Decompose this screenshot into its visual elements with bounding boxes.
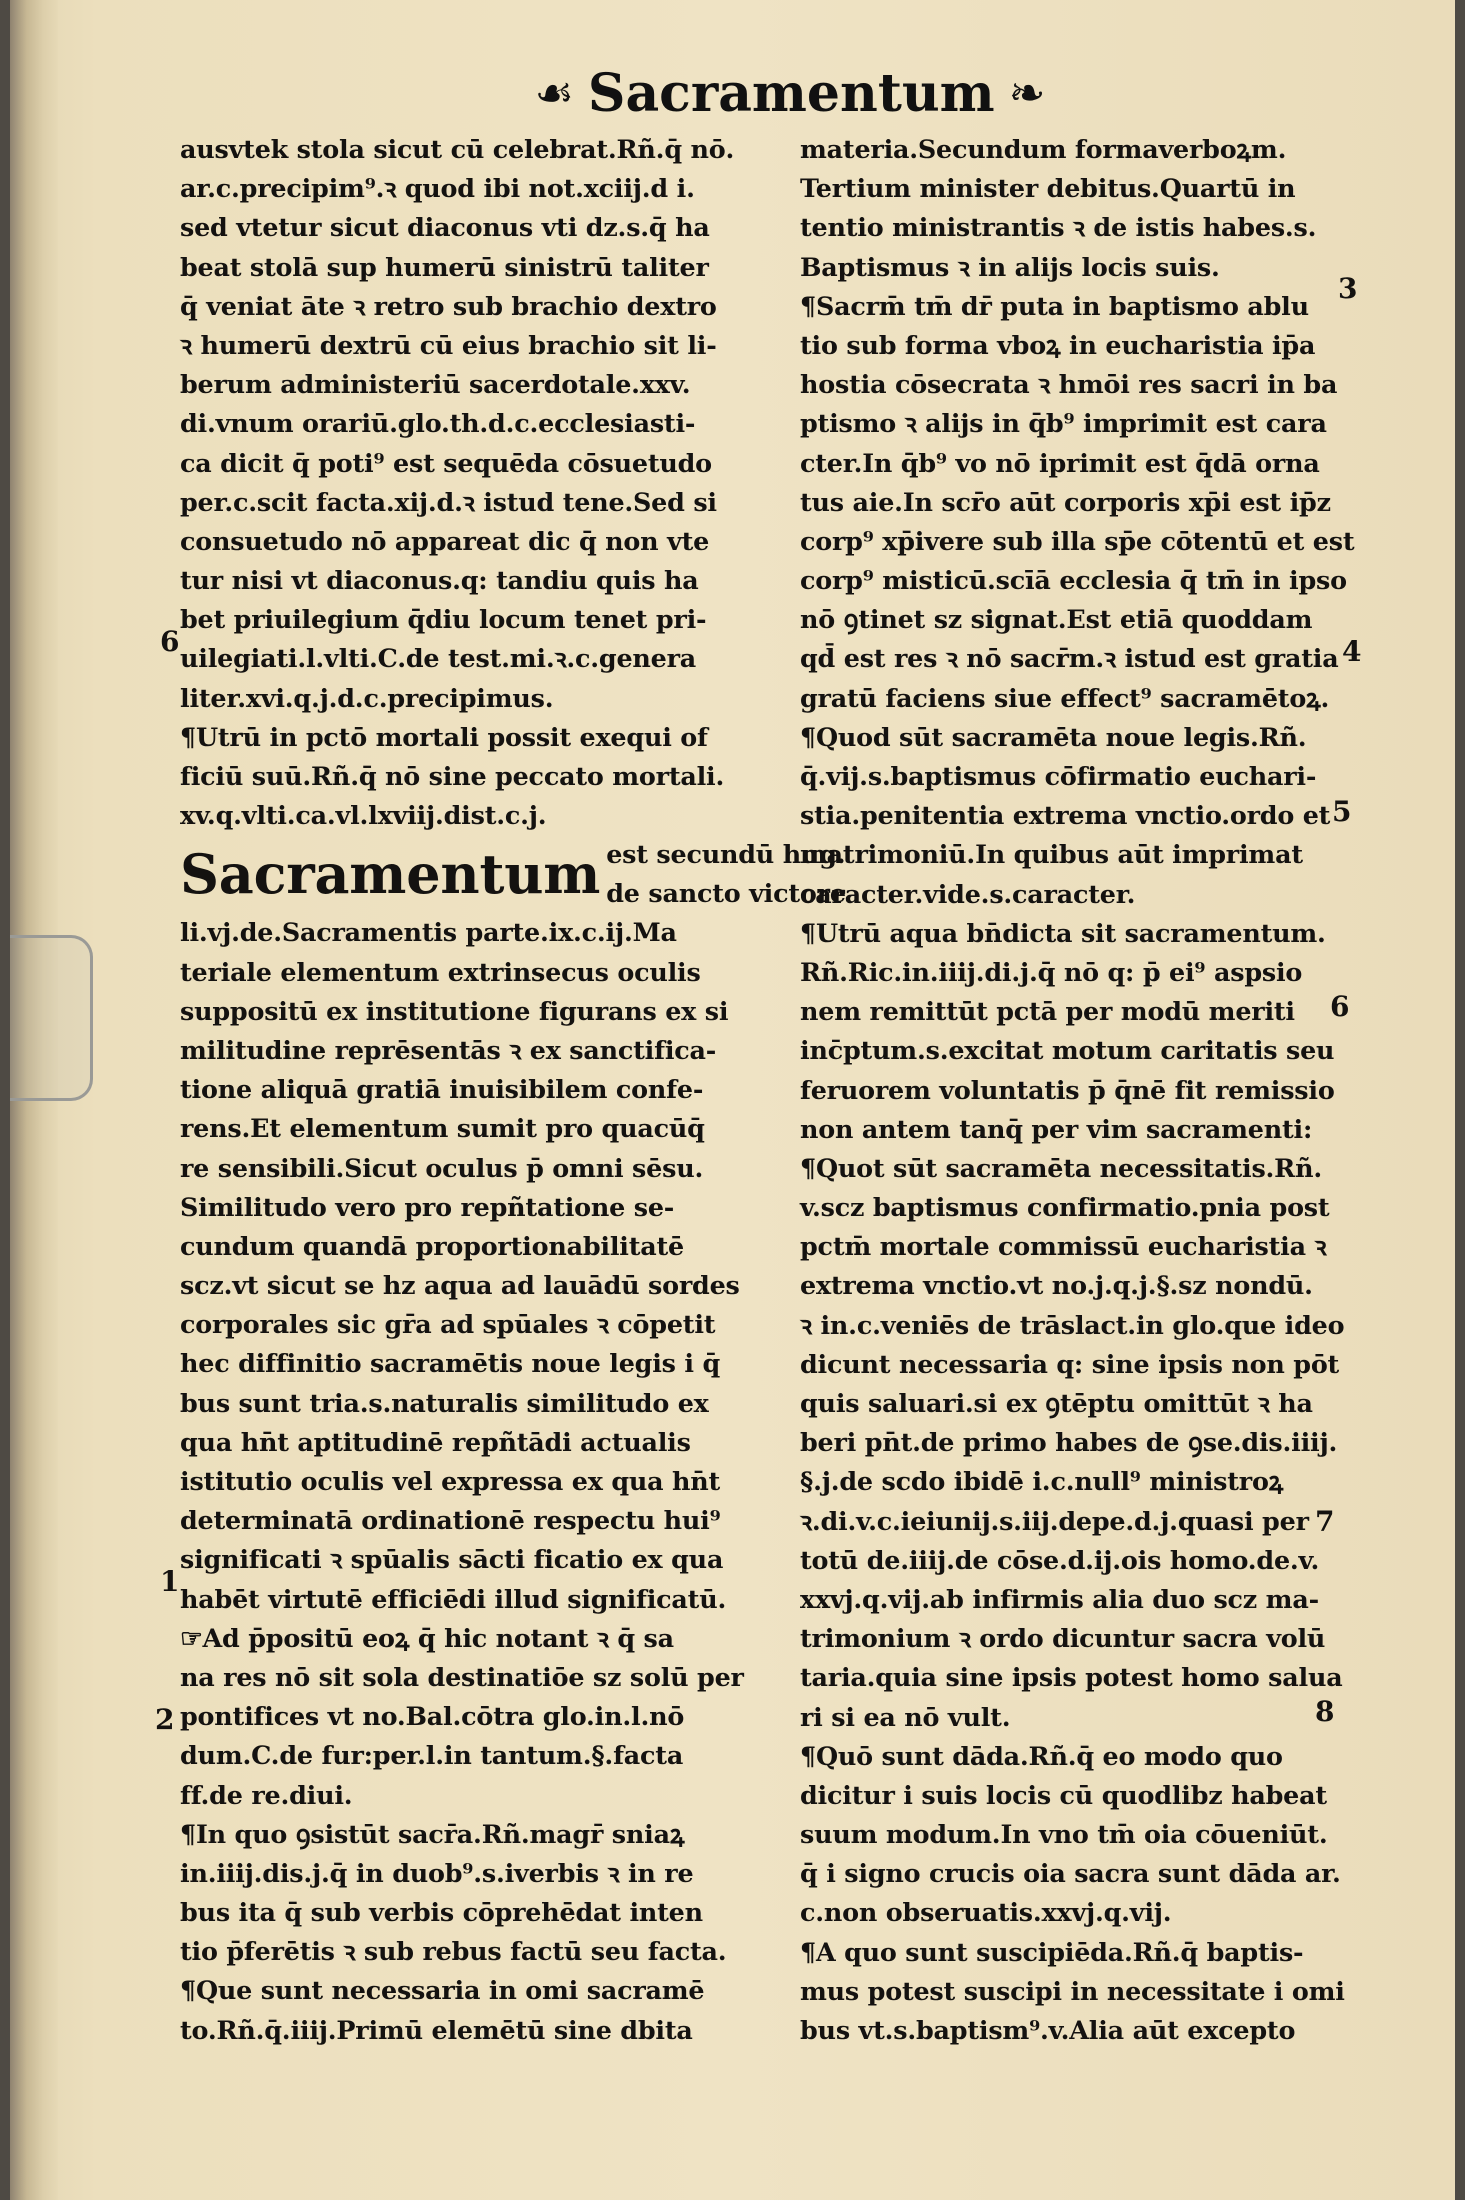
text-line: suppositū ex institutione figurans ex si (180, 995, 729, 1026)
text-line: mus potest suscipi in necessitate i omi (800, 1975, 1345, 2006)
text-line: uilegiati.l.vlti.C.de test.mi.ꝛ.c.genera (180, 643, 697, 674)
left-text-before (180, 130, 780, 835)
text-line: ptismo ꝛ alijs in q̄b⁹ imprimit est cara (800, 408, 1327, 439)
text-line: totū de.iiij.de cōse.d.ij.ois homo.de.v. (800, 1544, 1320, 1575)
text-line: ☞Ad p̄positū eoꝝ q̄ hic notant ꝛ q̄ sa (180, 1622, 674, 1653)
text-line: inc̄ptum.s.excitat motum caritatis seu (800, 1035, 1335, 1066)
margin-number: 6 (160, 625, 180, 658)
text-line: ¶Quod sūt sacramēta noue legis.Rñ. (800, 721, 1307, 752)
text-line: habēt virtutē efficiēdi illud significatū. (180, 1583, 727, 1614)
header-title: Sacramentum (587, 62, 995, 124)
text-line: qd̄ est res ꝛ nō sacr̄m.ꝛ istud est gratia (800, 643, 1339, 674)
heading-right-line-1: est secundū hug. (606, 839, 846, 870)
text-line: xxvj.q.vij.ab infirmis alia duo scz ma- (800, 1583, 1319, 1614)
text-line: gratū faciens siue effect⁹ sacramētoꝝ. (800, 682, 1330, 713)
text-line: corporales sic gr̄a ad spūales ꝛ cōpetit (180, 1309, 716, 1340)
margin-number: 5 (1332, 795, 1352, 828)
text-line: q̄ veniat āte ꝛ retro sub brachio dextro (180, 290, 717, 321)
text-line: hostia cōsecrata ꝛ hmōi res sacri in ba (800, 369, 1338, 400)
text-line: teriale elementum extrinsecus oculis (180, 956, 701, 987)
ornament-left-icon: ☙ (534, 67, 574, 119)
text-line: tentio ministrantis ꝛ de istis habes.s. (800, 212, 1317, 243)
text-line: ca dicit q̄ poti⁹ est sequēda cōsuetudo (180, 447, 712, 478)
text-line: cter.In q̄b⁹ vo nō iprimit est q̄dā orna (800, 447, 1320, 478)
text-line: Tertium minister debitus.Quartū in (800, 173, 1296, 204)
text-line: caracter.vide.s.caracter. (800, 878, 1136, 909)
text-line: tione aliquā gratiā inuisibilem confe- (180, 1074, 704, 1105)
page (10, 0, 1455, 2200)
text-line: quis saluari.si ex ꝯtēptu omittūt ꝛ ha (800, 1388, 1313, 1418)
text-line: trimonium ꝛ ordo dicuntur sacra volū (800, 1623, 1326, 1654)
text-line: ¶Quot sūt sacramēta necessitatis.Rñ. (800, 1152, 1322, 1183)
text-line: istitutio oculis vel expressa ex qua hn̄t (180, 1466, 721, 1496)
text-line: matrimoniū.In quibus aūt imprimat (800, 839, 1303, 870)
text-line: materia.Secundum formaverboꝝm. (800, 134, 1287, 164)
text-line: tio sub forma vboꝝ in eucharistia ip̄a (800, 329, 1316, 360)
text-line: §.j.de scdo ibidē i.c.null⁹ ministroꝝ (800, 1466, 1284, 1497)
text-line: ficiū suū.Rñ.q̄ nō sine peccato mortali. (180, 761, 725, 791)
text-line: tio p̄ferētis ꝛ sub rebus factū seu facta. (180, 1936, 727, 1967)
text-line: beri pn̄t.de primo habes de ꝯse.dis.iiij. (800, 1427, 1338, 1458)
text-line: per.c.scit facta.xij.d.ꝛ istud tene.Sed si (180, 486, 717, 517)
text-line: consuetudo nō appareat dic q̄ non vte (180, 525, 710, 556)
page-clip (10, 935, 93, 1101)
margin-number: 4 (1342, 635, 1362, 668)
text-line: ¶Utrū aqua bn̄dicta sit sacramentum. (800, 917, 1326, 948)
text-line: corp⁹ xp̄ivere sub illa sp̄e cōtentū et est (800, 525, 1355, 556)
text-line: nō ꝯtinet sz signat.Est etiā quoddam (800, 604, 1313, 635)
text-line: ¶Utrū in pctō mortali possit exequi of (180, 721, 708, 752)
text-line: bus vt.s.baptism⁹.v.Alia aūt excepto (800, 2015, 1296, 2045)
margin-number: 8 (1315, 1695, 1335, 1728)
text-line: dum.C.de fur:per.l.in tantum.§.facta (180, 1740, 684, 1771)
text-line: beat stolā sup humerū sinistrū taliter (180, 251, 709, 282)
right-text (800, 130, 1355, 2050)
text-line: in.iiij.dis.j.q̄ in duob⁹.s.iverbis ꝛ in re (180, 1857, 694, 1888)
text-line: dicunt necessaria q: sine ipsis non pōt (800, 1348, 1340, 1379)
text-line: re sensibili.Sicut oculus p̄ omni sēsu. (180, 1152, 704, 1183)
text-line: scz.vt sicut se hz aqua ad lauādū sordes (180, 1270, 740, 1301)
text-line: tur nisi vt diaconus.q: tandiu quis ha (180, 565, 699, 596)
text-line: Similitudo vero pro repñtatione se- (180, 1191, 675, 1222)
text-line: bus sunt tria.s.naturalis similitudo ex (180, 1387, 709, 1418)
text-line: significati ꝛ spūalis sācti ficatio ex qua (180, 1544, 724, 1575)
text-line: taria.quia sine ipsis potest homo salua (800, 1662, 1343, 1693)
text-line: corp⁹ misticū.scīā ecclesia q̄ tm̄ in ipso (800, 565, 1347, 596)
text-line: ¶In quo ꝯsistūt sacr̄a.Rñ.magr̄ sniaꝝ (180, 1818, 685, 1849)
text-line: bus ita q̄ sub verbis cōprehēdat inten (180, 1897, 703, 1928)
margin-number: 6 (1330, 990, 1350, 1023)
text-line: di.vnum orariū.glo.th.d.c.ecclesiasti- (180, 408, 696, 439)
ornament-right-icon: ❧ (1008, 67, 1046, 119)
text-line: suum modum.In vno tm̄ oia cōueniūt. (800, 1819, 1328, 1850)
sacramentum-heading (180, 835, 846, 913)
text-line: ff.de re.diui. (180, 1779, 353, 1810)
running-header (500, 58, 1080, 128)
text-line: determinatā ordinationē respectu hui⁹ (180, 1505, 721, 1536)
text-line: stia.penitentia extrema vnctio.ordo et (800, 800, 1331, 831)
text-line: q̄.vij.s.baptismus cōfirmatio euchari- (800, 761, 1317, 791)
text-line: pontifices vt no.Bal.cōtra glo.in.l.nō (180, 1701, 685, 1732)
text-line: v.scz baptismus confirmatio.pnia post (800, 1192, 1330, 1223)
right-column (800, 130, 1355, 2050)
text-line: ¶Quō sunt dāda.Rñ.q̄ eo modo quo (800, 1740, 1283, 1771)
margin-number: 3 (1338, 272, 1358, 305)
text-line: ar.c.precipim⁹.ꝛ quod ibi not.xciij.d i. (180, 173, 695, 204)
text-line: extrema vnctio.vt no.j.q.j.§.sz nondū. (800, 1270, 1313, 1301)
text-line: ¶Que sunt necessaria in omi sacramē (180, 1975, 705, 2006)
text-line: militudine reprēsentās ꝛ ex sanctifica- (180, 1034, 717, 1065)
text-line: ¶A quo sunt suscipiēda.Rñ.q̄ baptis- (800, 1936, 1304, 1967)
text-line: dicitur i suis locis cū quodlibz habeat (800, 1779, 1327, 1810)
text-line: ꝛ humerū dextrū cū eius brachio sit li- (180, 329, 717, 360)
text-line: ꝛ in.c.veniēs de trāslact.in glo.que ideo (800, 1309, 1345, 1340)
text-line: liter.xvi.q.j.d.c.precipimus. (180, 682, 554, 713)
text-line: ¶Sacrm̄ tm̄ dr̄ puta in baptismo ablu (800, 290, 1309, 321)
margin-number: 7 (1315, 1505, 1335, 1538)
text-line: c.non obseruatis.xxvj.q.vij. (800, 1897, 1172, 1928)
left-text-after (180, 913, 780, 2049)
text-line: to.Rñ.q̄.iiij.Primū elemētū sine dbita (180, 2014, 693, 2045)
text-line: berum administeriū sacerdotale.xxv. (180, 369, 691, 400)
margin-number: 2 (155, 1703, 175, 1736)
text-line: hec diffinitio sacramētis noue legis i q̄ (180, 1348, 721, 1379)
text-line: xv.q.vlti.ca.vl.lxviij.dist.c.j. (180, 800, 547, 831)
heading-right-line-2: de sancto victore (606, 878, 846, 909)
text-line: q̄ i signo crucis oia sacra sunt dāda ar. (800, 1858, 1341, 1889)
text-line: Baptismus ꝛ in alijs locis suis. (800, 251, 1220, 282)
text-line: rens.Et elementum sumit pro quacūq̄ (180, 1113, 705, 1144)
text-line: feruorem voluntatis p̄ q̄nē fit remissio (800, 1074, 1335, 1105)
text-line: tus aie.In scr̄o aūt corporis xp̄i est ip̄z (800, 486, 1331, 517)
left-column (180, 130, 846, 2050)
margin-number: 1 (160, 1565, 180, 1598)
big-word: Sacramentum (180, 842, 601, 907)
text-line: sed vtetur sicut diaconus vti dz.s.q̄ ha (180, 212, 710, 243)
text-line: qua hn̄t aptitudinē repñtādi actualis (180, 1426, 691, 1457)
text-line: Rñ.Ric.in.iiij.di.j.q̄ nō q: p̄ ei⁹ aspsio (800, 956, 1303, 987)
text-line: ꝛ.di.v.c.ieiunij.s.iij.depe.d.j.quasi per (800, 1505, 1309, 1536)
text-line: bet priuilegium q̄diu locum tenet pri- (180, 604, 707, 635)
text-line: na res nō sit sola destinatiōe sz solū per (180, 1661, 744, 1692)
text-line: cundum quandā proportionabilitatē (180, 1230, 684, 1261)
text-line: pctm̄ mortale commissū eucharistia ꝛ (800, 1231, 1327, 1262)
text-line: li.vj.de.Sacramentis parte.ix.c.ij.Ma (180, 917, 677, 948)
text-line: non antem tanq̄ per vim sacramenti: (800, 1113, 1313, 1144)
text-line: ausvtek stola sicut cū celebrat.Rñ.q̄ nō. (180, 134, 735, 164)
text-line: ri si ea nō vult. (800, 1701, 1011, 1732)
text-line: nem remittūt pctā per modū meriti (800, 996, 1295, 1027)
